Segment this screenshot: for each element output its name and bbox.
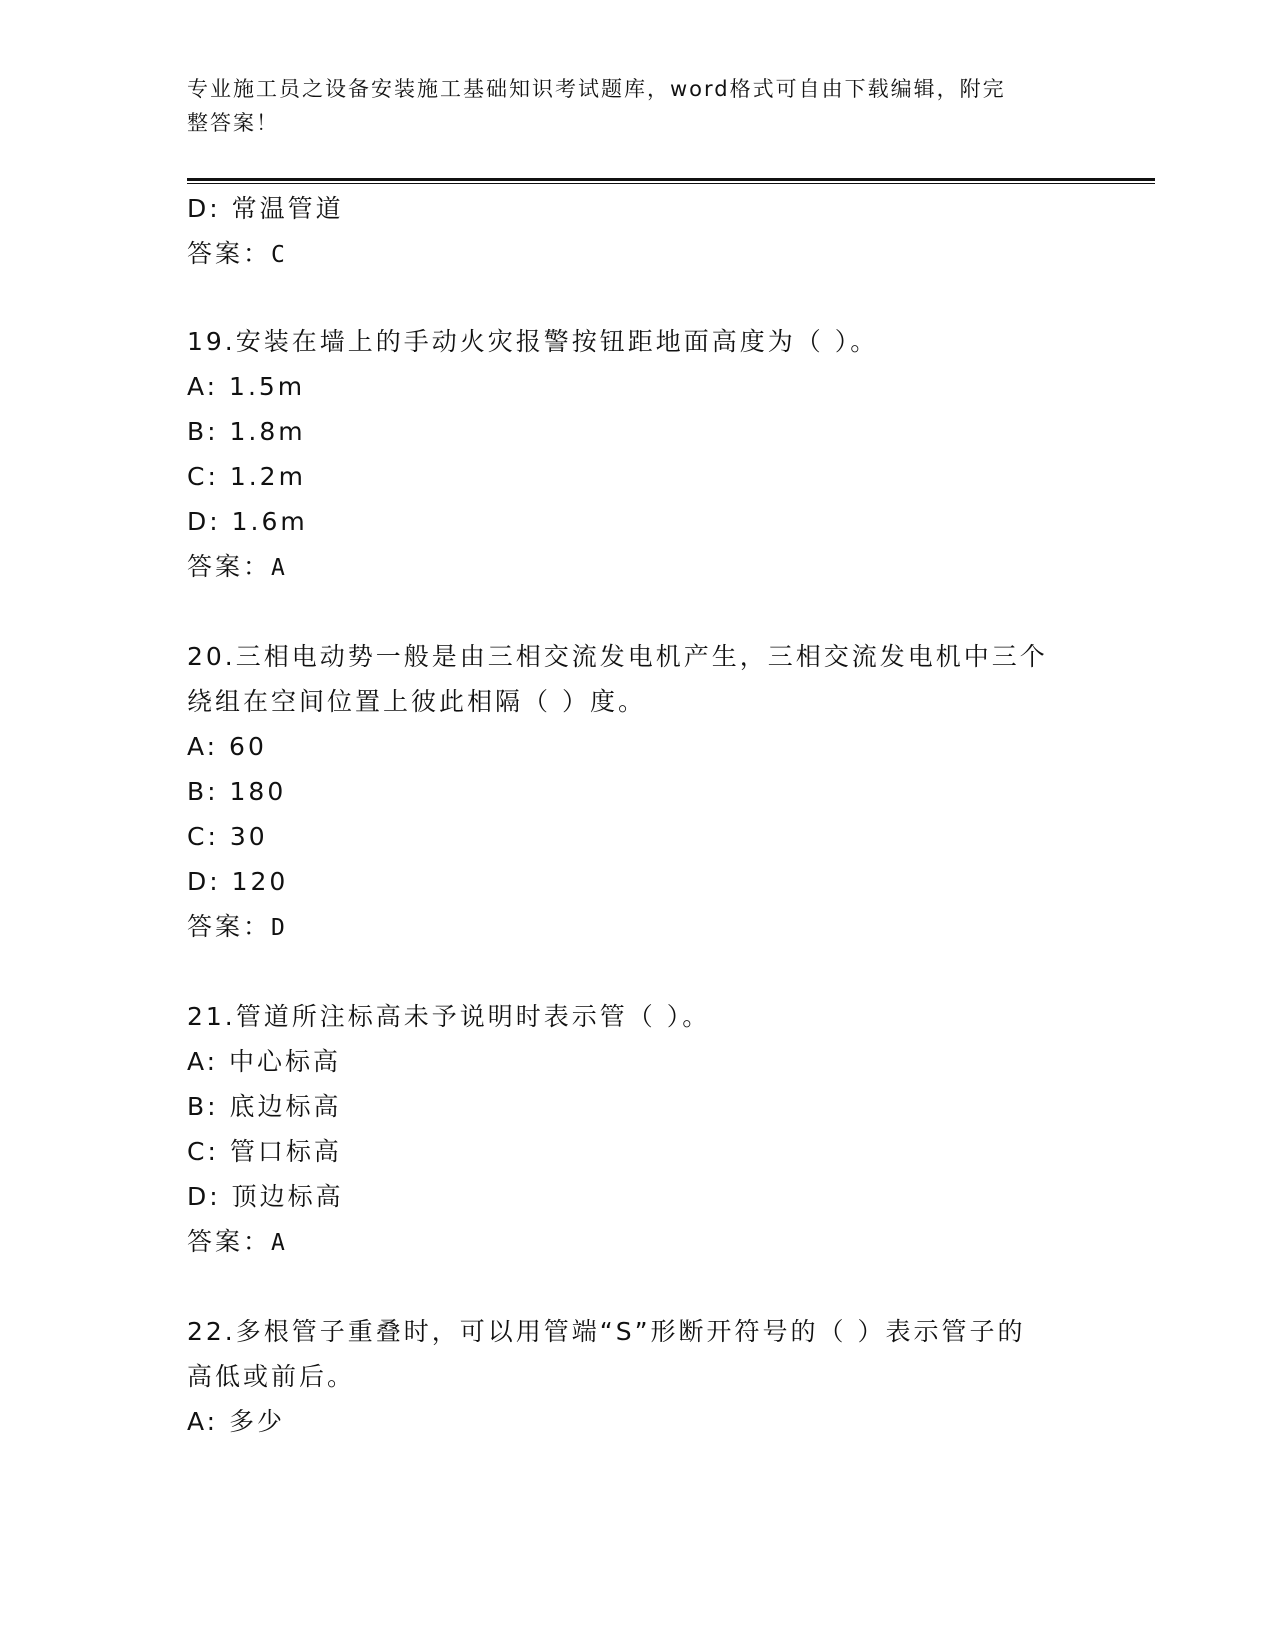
q21-option-d: D: 顶边标高 [187, 1182, 344, 1211]
q19-option-a: A: 1.5m [187, 372, 306, 401]
document-header [187, 72, 1067, 140]
q21-option-a: A: 中心标高 [187, 1047, 342, 1076]
header-divider-thin [187, 183, 1155, 184]
q19-option-d: D: 1.6m [187, 507, 308, 536]
q20-option-b: B: 180 [187, 777, 287, 806]
q21-answer [187, 1226, 285, 1259]
header-line-1: 专业施工员之设备安装施工基础知识考试题库，word格式可自由下载编辑，附完 [187, 77, 1006, 101]
q19-stem: 19.安装在墙上的手动火灾报警按钮距地面高度为（ ）。 [187, 327, 879, 356]
q20-option-a: A: 60 [187, 732, 267, 761]
answer-value: A [271, 1230, 285, 1256]
answer-value: C [271, 242, 285, 268]
q20-option-d: D: 120 [187, 867, 289, 896]
q19-option-c: C: 1.2m [187, 462, 306, 491]
header-divider-thick [187, 178, 1155, 181]
q22-option-a: A: 多少 [187, 1407, 286, 1436]
answer-label: 答案： [187, 552, 272, 581]
q21-option-c: C: 管口标高 [187, 1137, 342, 1166]
q20-stem-line-1: 20.三相电动势一般是由三相交流发电机产生，三相交流发电机中三个 [187, 642, 1048, 671]
prev-option-d: D: 常温管道 [187, 194, 344, 223]
q20-stem-line-2: 绕组在空间位置上彼此相隔（ ）度。 [187, 687, 646, 716]
q21-stem: 21.管道所注标高未予说明时表示管（ ）。 [187, 1002, 711, 1031]
q20-option-c: C: 30 [187, 822, 268, 851]
q21-option-b: B: 底边标高 [187, 1092, 342, 1121]
prev-answer [187, 238, 285, 271]
q19-answer [187, 551, 285, 584]
q19-option-b: B: 1.8m [187, 417, 306, 446]
answer-value: D [271, 915, 285, 941]
answer-value: A [271, 555, 285, 581]
answer-label: 答案： [187, 912, 272, 941]
q20-answer [187, 911, 285, 944]
q22-stem-line-2: 高低或前后。 [187, 1362, 356, 1391]
header-line-2: 整答案！ [187, 111, 279, 135]
answer-label: 答案： [187, 1227, 272, 1256]
q22-stem-line-1: 22.多根管子重叠时，可以用管端“S”形断开符号的（ ）表示管子的 [187, 1317, 1026, 1346]
answer-label: 答案： [187, 239, 272, 268]
